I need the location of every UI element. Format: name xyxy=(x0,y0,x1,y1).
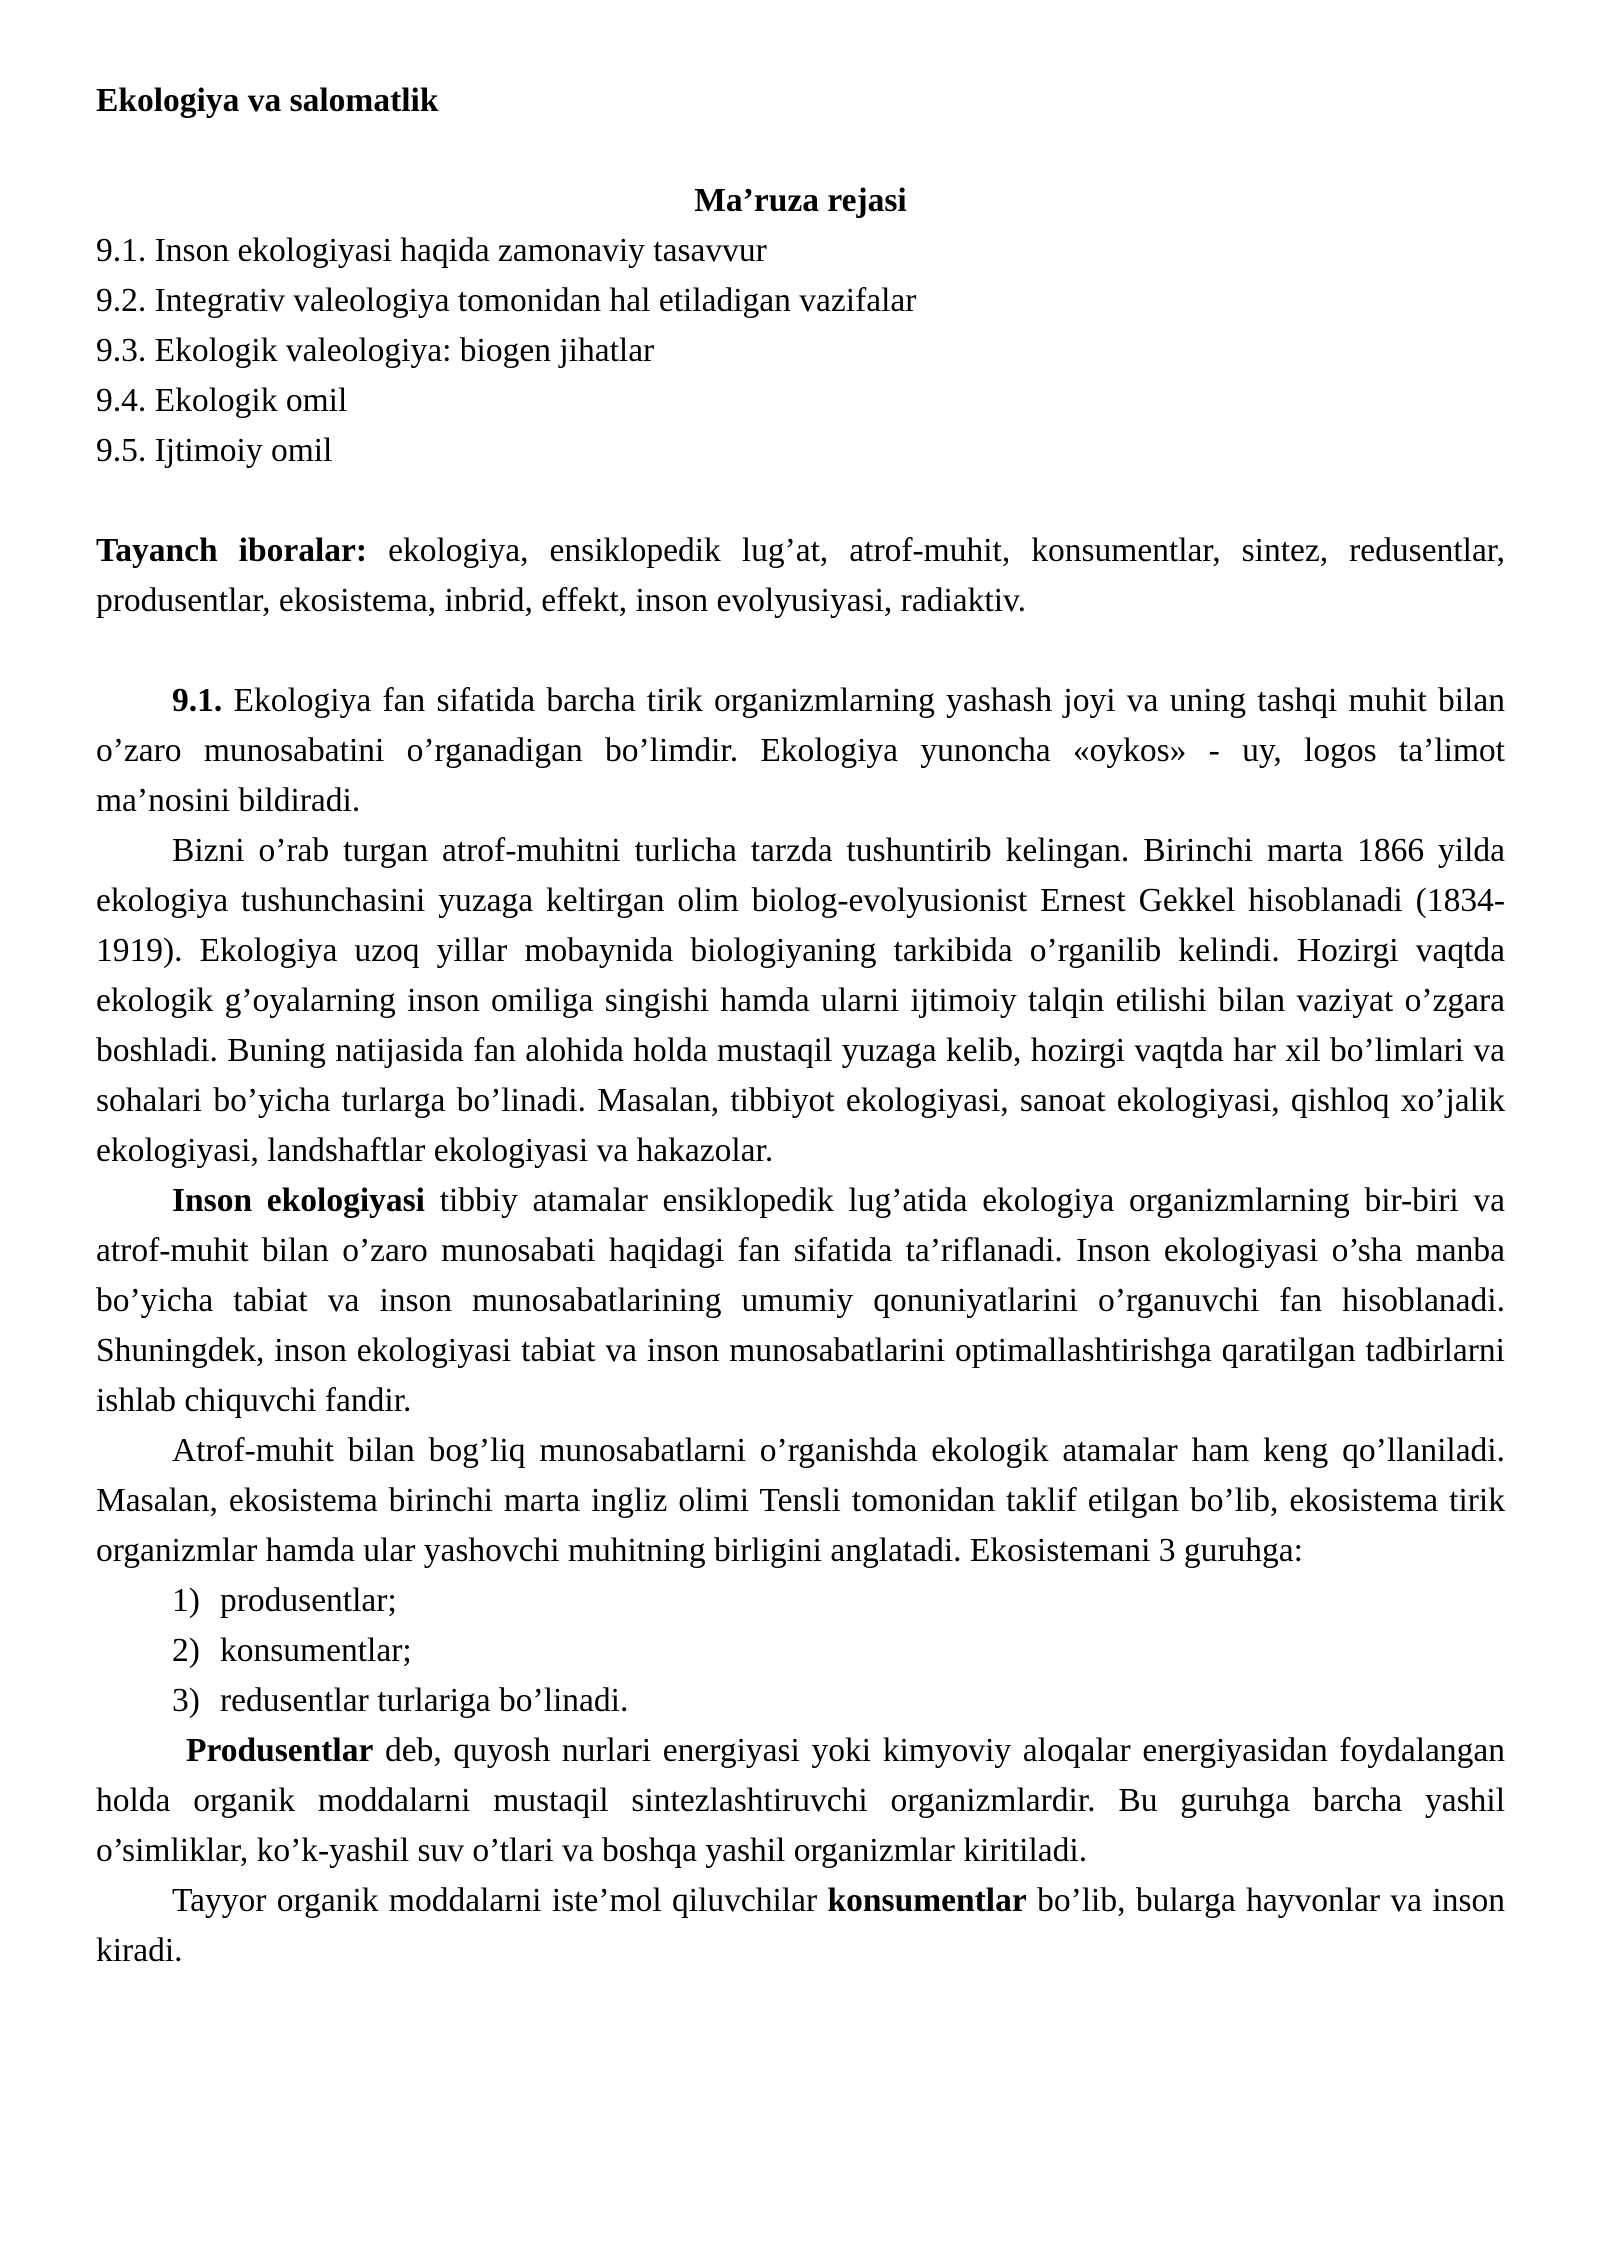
paragraph-text: deb, quyosh nurlari energiyasi yoki kimyoviy aloqalar energiyasidan foydalangan holda organik moddalarni mustaqil sintezlashtiruvchi organizmlardir. Bu guruhga barcha yashil o’simliklar, ko’k-yashil suv o’tlari va boshqa yashil organizmlar kiritiladi. xyxy=(96,1732,1505,1869)
term-konsumentlar: konsumentlar xyxy=(827,1882,1027,1919)
plan-item: 9.5. Ijtimoiy omil xyxy=(96,432,333,469)
section-number: 9.1. xyxy=(172,682,223,719)
plan-item: 9.2. Integrativ valeologiya tomonidan hal etiladigan vazifalar xyxy=(96,282,917,319)
list-number: 1) xyxy=(172,1582,200,1619)
lecture-plan-heading: Ma’ruza rejasi xyxy=(694,182,907,219)
paragraph-text: tibbiy atamalar ensiklopedik lug’atida ekologiya organizmlarning bir-biri va atrof-muhit bilan o’zaro munosabati haqidagi fan sifatida ta’riflanadi. Inson ekologiyasi o’sha manba bo’yicha tabiat va inson munosabatlarining umumiy qonuniyatlarini o’rganuvchi fan hisoblanadi. Shuningdek, inson ekologiyasi tabiat va inson munosabatlarini optimallashtirishga qaratilgan tadbirlarni ishlab chiquvchi fandir. xyxy=(96,1182,1505,1419)
list-item xyxy=(172,1626,1505,1676)
document-title: Ekologiya va salomatlik xyxy=(96,82,439,119)
ecosystem-groups-list xyxy=(96,1576,1505,1726)
list-number: 3) xyxy=(172,1682,200,1719)
list-text: konsumentlar; xyxy=(220,1632,412,1669)
term-produsentlar: Produsentlar xyxy=(186,1732,374,1769)
lecture-plan-list xyxy=(96,226,1505,476)
history-paragraph xyxy=(96,826,1505,1176)
paragraph-text: Bizni o’rab turgan atrof-muhitni turlicha tarzda tushuntirib kelingan. Birinchi marta 1866 yilda ekologiya tushunchasini yuzaga keltirgan olim biolog-evolyusionist Ernest Gekkel hisoblanadi (1834-1919). Ekologiya uzoq yillar mobaynida biologiyaning tarkibida o’rganilib kelindi. Hozirgi vaqtda ekologik g’oyalarning inson omiliga singishi hamda ularni ijtimoiy talqin etilishi bilan vaziyat o’zgara boshladi. Buning natijasida fan alohida holda mustaqil yuzaga kelib, hozirgi vaqtda har xil bo’limlari va sohalari bo’yicha turlarga bo’linadi. Masalan, tibbiyot ekologiyasi, sanoat ekologiyasi, qishloq xo’jalik ekologiyasi, landshaftlar ekologiyasi va hakazolar. xyxy=(96,832,1505,1169)
plan-item: 9.4. Ekologik omil xyxy=(96,382,348,419)
list-text: produsentlar; xyxy=(220,1582,397,1619)
keywords-label: Tayanch iboralar: xyxy=(96,532,368,569)
keywords-paragraph xyxy=(96,526,1505,626)
keywords-text: ekologiya, ensiklopedik lug’at, atrof-muhit, konsumentlar, sintez, redusentlar, produsentlar, ekosistema, inbrid, effekt, inson evolyusiyasi, radiaktiv. xyxy=(96,532,1506,619)
plan-item: 9.3. Ekologik valeologiya: biogen jihatlar xyxy=(96,332,655,369)
paragraph-text: Ekologiya fan sifatida barcha tirik organizmlarning yashash joyi va uning tashqi muhit bilan o’zaro munosabatini o’rganadigan bo’limdir. Ekologiya yunoncha «oykos» - uy, logos ta’limot ma’nosini bildiradi. xyxy=(96,682,1505,819)
list-item xyxy=(172,1676,1505,1726)
list-item xyxy=(172,1576,1505,1626)
paragraph-text: Atrof-muhit bilan bog’liq munosabatlarni o’rganishda ekologik atamalar ham keng qo’llaniladi. Masalan, ekosistema birinchi marta ingliz olimi Tensli tomonidan taklif etilgan bo’lib, ekosistema tirik organizmlar hamda ular yashovchi muhitning birligini anglatadi. Ekosistemani 3 guruhga: xyxy=(96,1432,1505,1569)
human-ecology-paragraph xyxy=(96,1176,1505,1426)
consumers-paragraph xyxy=(96,1876,1505,1976)
paragraph-text: bo’lib, bularga hayvonlar va inson kiradi. xyxy=(96,1882,1505,1969)
section-9-1-paragraph xyxy=(96,676,1505,826)
list-number: 2) xyxy=(172,1632,200,1669)
producers-paragraph xyxy=(96,1726,1505,1876)
term-inson-ekologiyasi: Inson ekologiyasi xyxy=(172,1182,425,1219)
list-text: redusentlar turlariga bo’linadi. xyxy=(220,1682,629,1719)
paragraph-text: Tayyor organik moddalarni iste’mol qiluvchilar xyxy=(172,1882,828,1919)
plan-item: 9.1. Inson ekologiyasi haqida zamonaviy tasavvur xyxy=(96,232,767,269)
ecosystem-paragraph xyxy=(96,1426,1505,1576)
